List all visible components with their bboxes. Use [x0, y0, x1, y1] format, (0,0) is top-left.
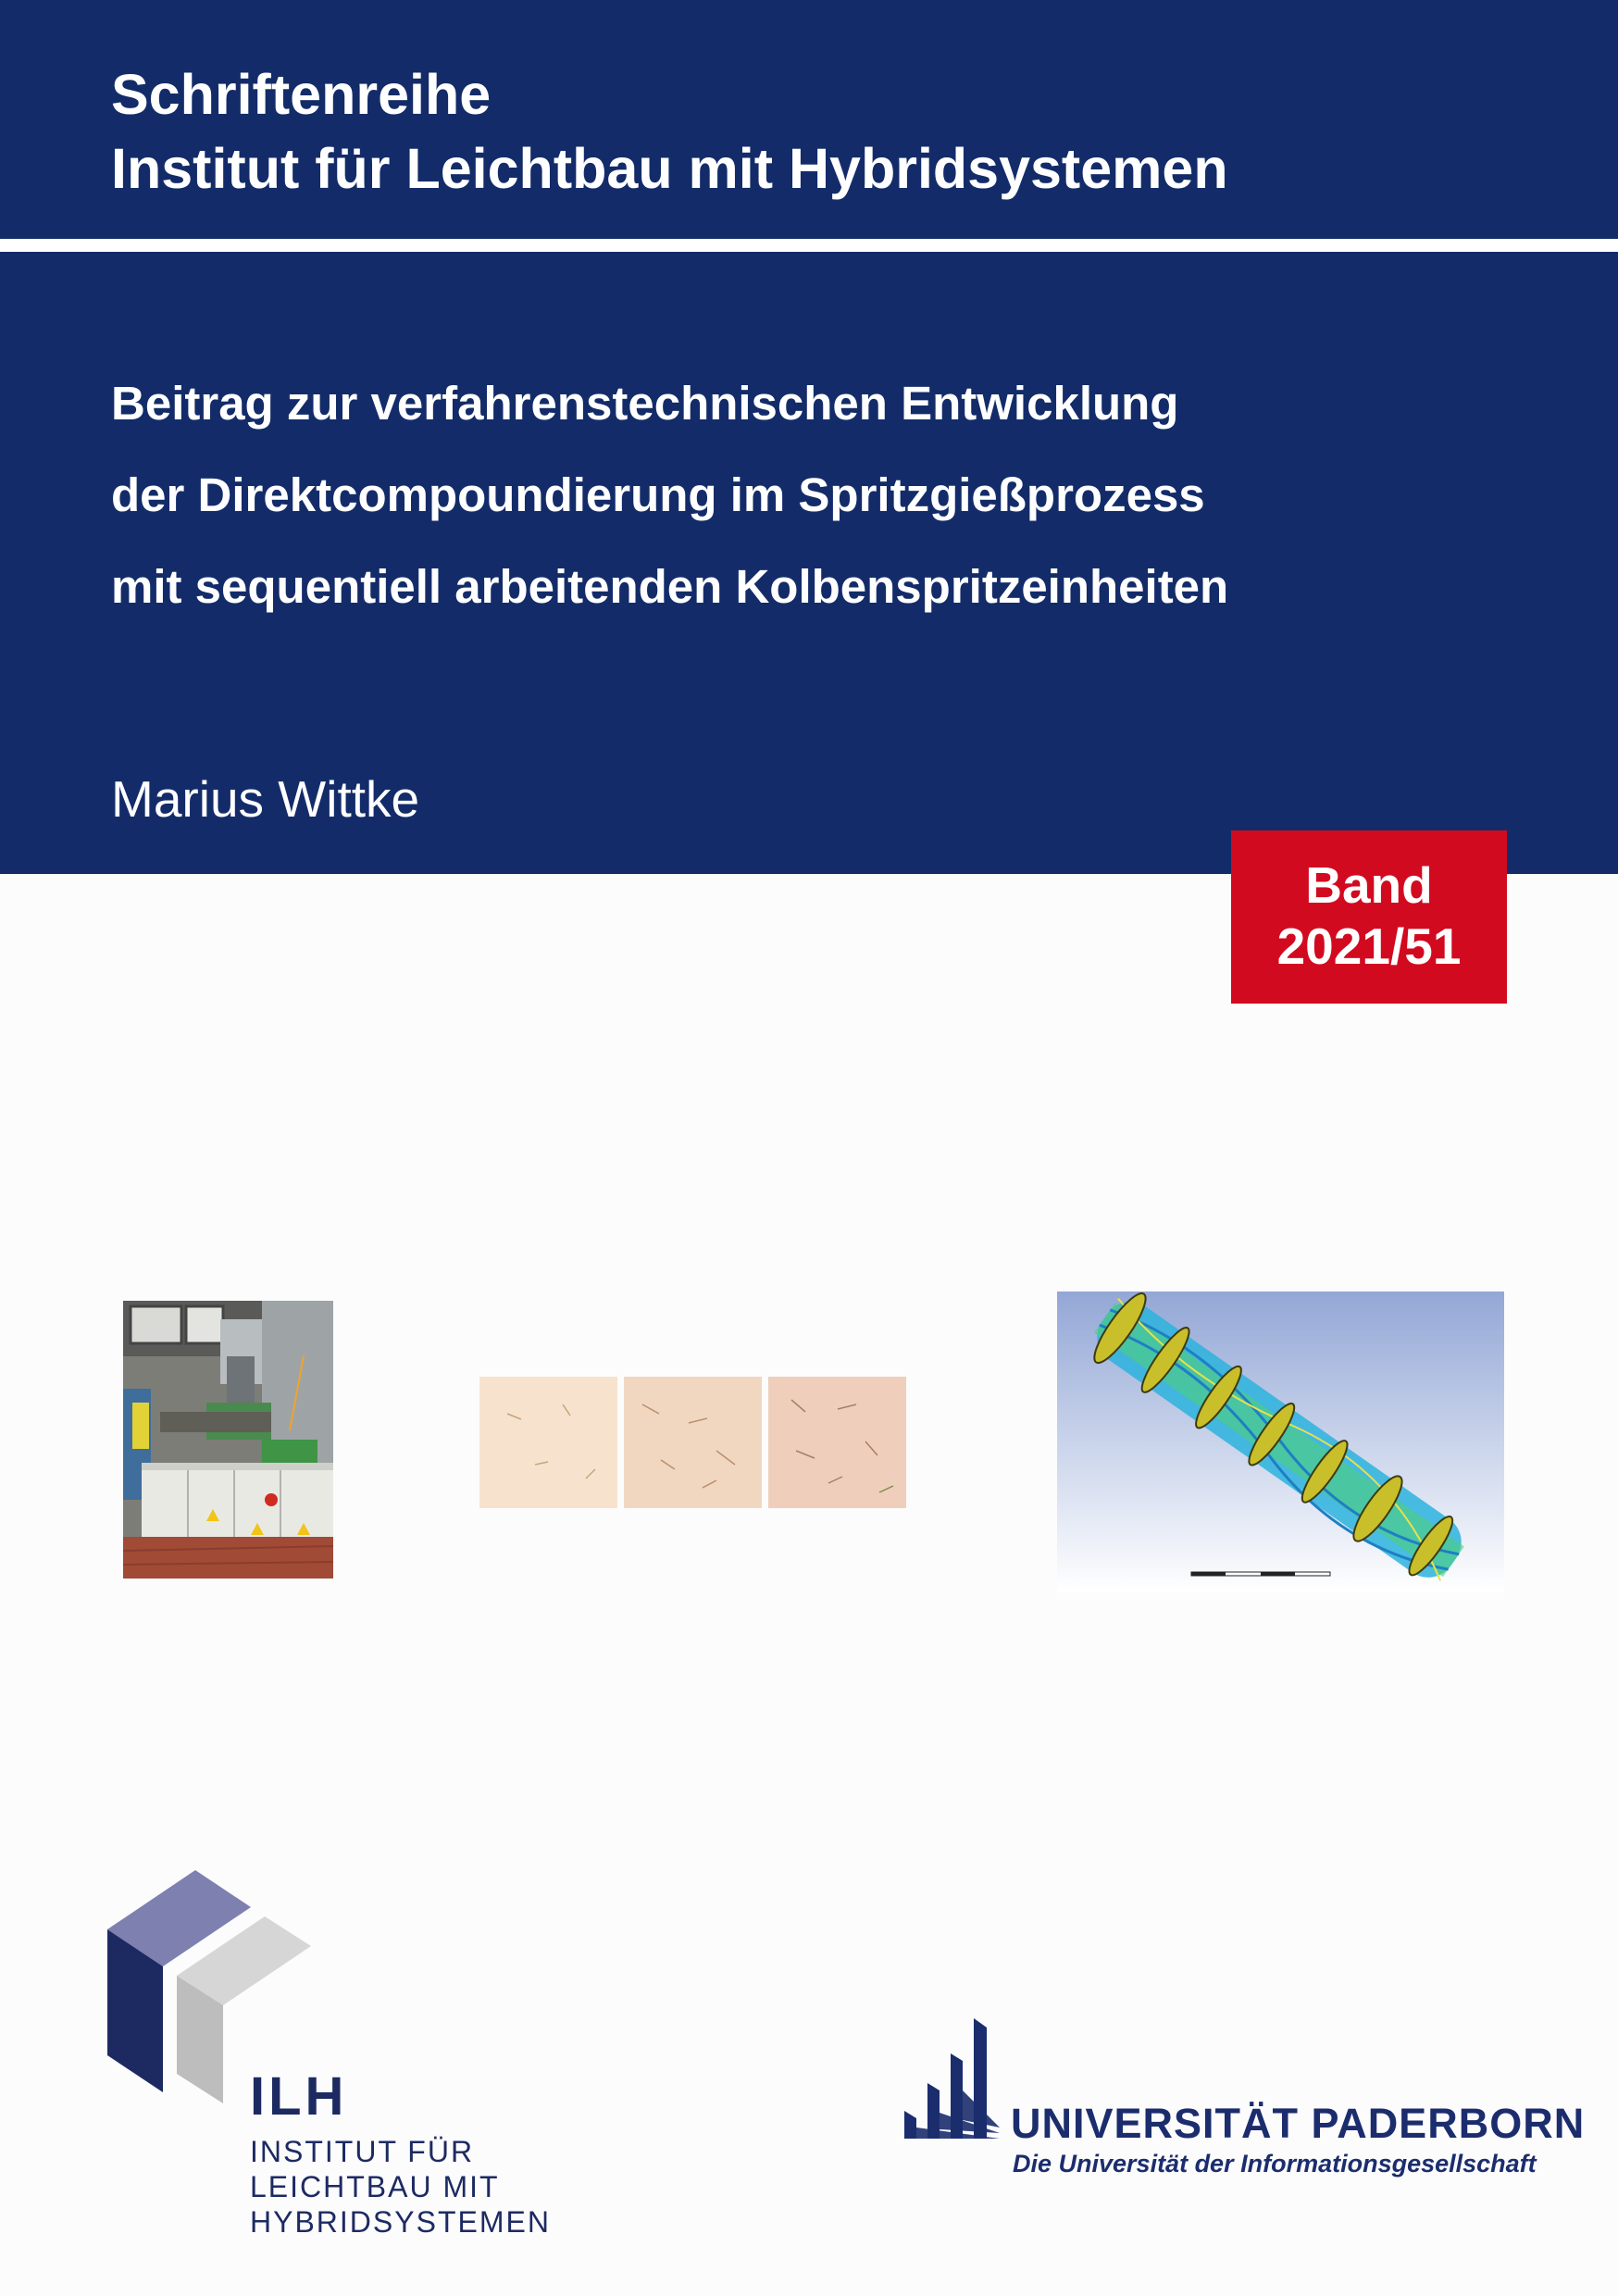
- book-title: [111, 357, 1500, 632]
- series-line-1: Schriftenreihe: [111, 63, 492, 126]
- ilh-line-1: INSTITUT FÜR: [250, 2135, 475, 2168]
- micrograph-1: [479, 1377, 617, 1508]
- university-name: UNIVERSITÄT PADERBORN: [1011, 2100, 1586, 2147]
- upb-logo-mark: [900, 2018, 1002, 2152]
- university-tagline: Die Universität der Informationsgesellschaft: [1013, 2150, 1537, 2177]
- series-line-2: Institut für Leichtbau mit Hybridsystemen: [111, 137, 1228, 200]
- ilh-wordmark: [250, 2066, 551, 2240]
- micrograph-2: [624, 1377, 762, 1508]
- title-line-3: mit sequentiell arbeitenden Kolbenspritzeinheiten: [111, 560, 1229, 613]
- volume-badge: [1231, 830, 1507, 1004]
- screw-simulation-image: [1057, 1292, 1504, 1592]
- ilh-line-3: HYBRIDSYSTEMEN: [250, 2205, 551, 2239]
- volume-number: 2021/51: [1276, 917, 1462, 975]
- title-line-1: Beitrag zur verfahrenstechnischen Entwicklung: [111, 377, 1179, 430]
- author-name: Marius Wittke: [111, 770, 420, 828]
- machine-photo: [123, 1301, 333, 1578]
- header-divider: [0, 239, 1618, 252]
- micrograph-3: [768, 1377, 906, 1508]
- ilh-abbreviation: ILH: [250, 2066, 348, 2127]
- ilh-line-2: LEICHTBAU MIT: [250, 2170, 500, 2203]
- volume-label: Band: [1305, 856, 1433, 914]
- title-line-2: der Direktcompoundierung im Spritzgießprozess: [111, 468, 1205, 521]
- series-title: [111, 57, 1228, 206]
